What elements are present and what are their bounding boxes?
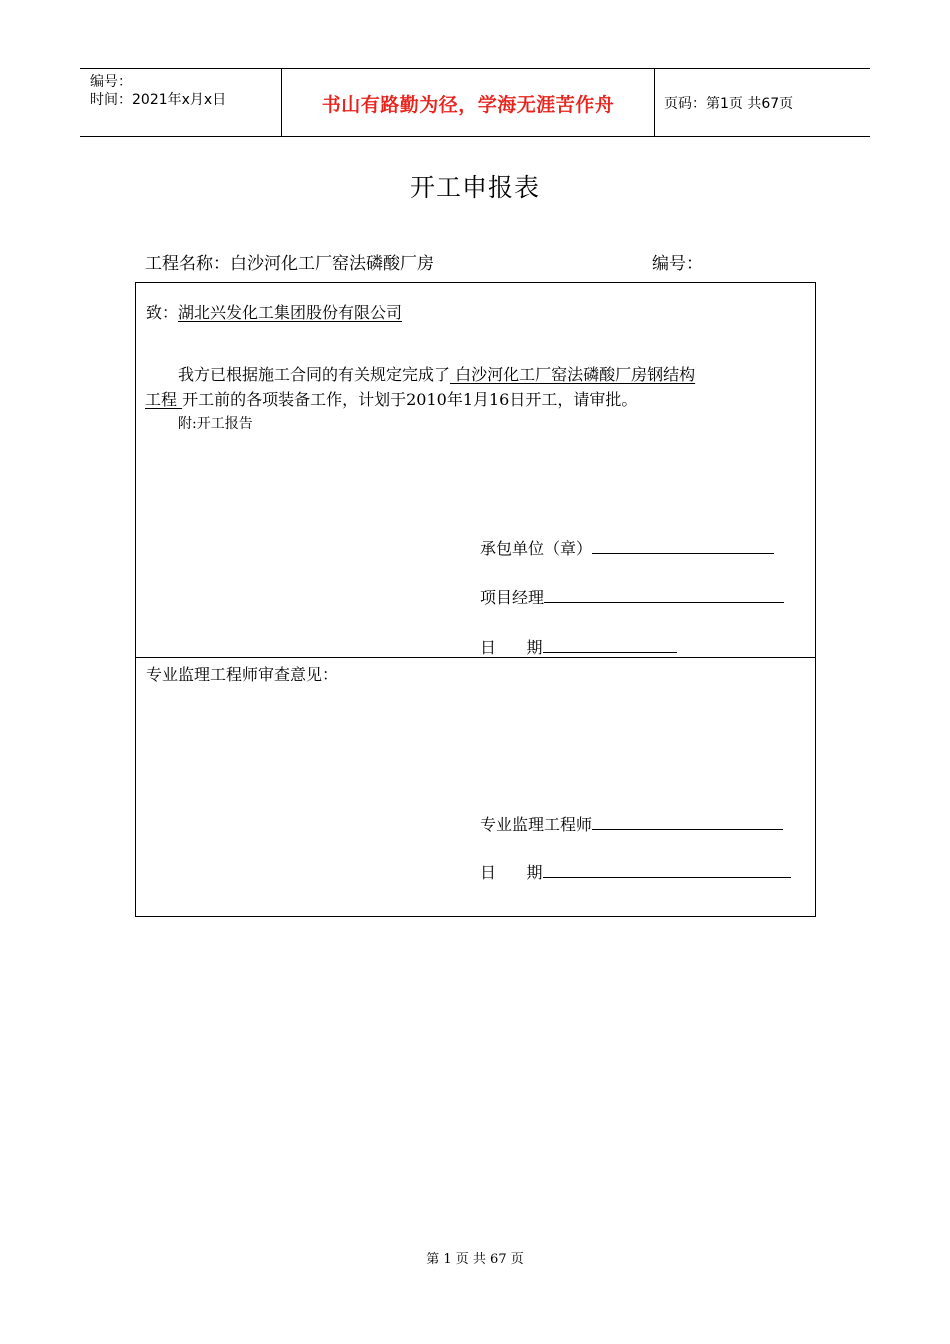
- header-time-label: 时间：2021年x月x日: [90, 92, 227, 108]
- manager-label: 项目经理: [480, 588, 545, 607]
- body-project-line2: 工程: [145, 390, 183, 409]
- page-footer: 第 1 页 共 67 页: [426, 1252, 524, 1267]
- review-date-line[interactable]: [543, 862, 791, 878]
- contractor-signature-line[interactable]: [592, 538, 774, 554]
- body-line-1: [178, 362, 695, 385]
- addressee-row: [146, 300, 402, 323]
- contractor-label: 承包单位（章）: [480, 539, 593, 558]
- contractor-row: [480, 536, 774, 559]
- manager-row: [480, 585, 784, 608]
- engineer-row: [480, 812, 783, 835]
- page-title: 开工申报表: [409, 173, 540, 202]
- project-number-label: 编号：: [652, 254, 703, 274]
- engineer-signature-line[interactable]: [592, 814, 783, 830]
- review-date-row: [480, 860, 791, 883]
- date-line[interactable]: [543, 637, 677, 653]
- project-name-value: 白沙河化工厂窑法磷酸厂房: [230, 254, 434, 274]
- attachment-note: 附:开工报告: [178, 416, 253, 432]
- engineer-label: 专业监理工程师: [480, 815, 593, 834]
- review-label: 专业监理工程师审查意见：: [146, 665, 339, 684]
- body-prefix: 我方已根据施工合同的有关规定完成了: [178, 365, 451, 384]
- header-bottom-rule: [80, 136, 870, 137]
- body-suffix: 开工前的各项装备工作，计划于2010年1月16日开工，请审批。: [182, 390, 638, 409]
- manager-signature-line[interactable]: [544, 587, 784, 603]
- date-row: [480, 635, 677, 658]
- header-top-rule: [80, 68, 870, 69]
- header-page-label: 页码：第1页 共67页: [664, 96, 794, 112]
- project-name-row: [145, 249, 434, 274]
- header-number-label: 编号：: [90, 74, 132, 90]
- project-name-label: 工程名称：: [145, 254, 230, 274]
- header-motto: 书山有路勤为径，学海无涯苦作舟: [321, 94, 615, 116]
- review-date-label: 日 期: [480, 863, 543, 882]
- body-project-line1: 白沙河化工厂窑法磷酸厂房钢结构: [450, 365, 696, 384]
- addressee-label: 致：: [146, 303, 179, 322]
- date-label: 日 期: [480, 638, 543, 657]
- form-section-divider: [135, 657, 816, 658]
- header-divider-right: [654, 68, 655, 136]
- body-line-2: [145, 387, 637, 410]
- addressee-value: 湖北兴发化工集团股份有限公司: [178, 303, 403, 322]
